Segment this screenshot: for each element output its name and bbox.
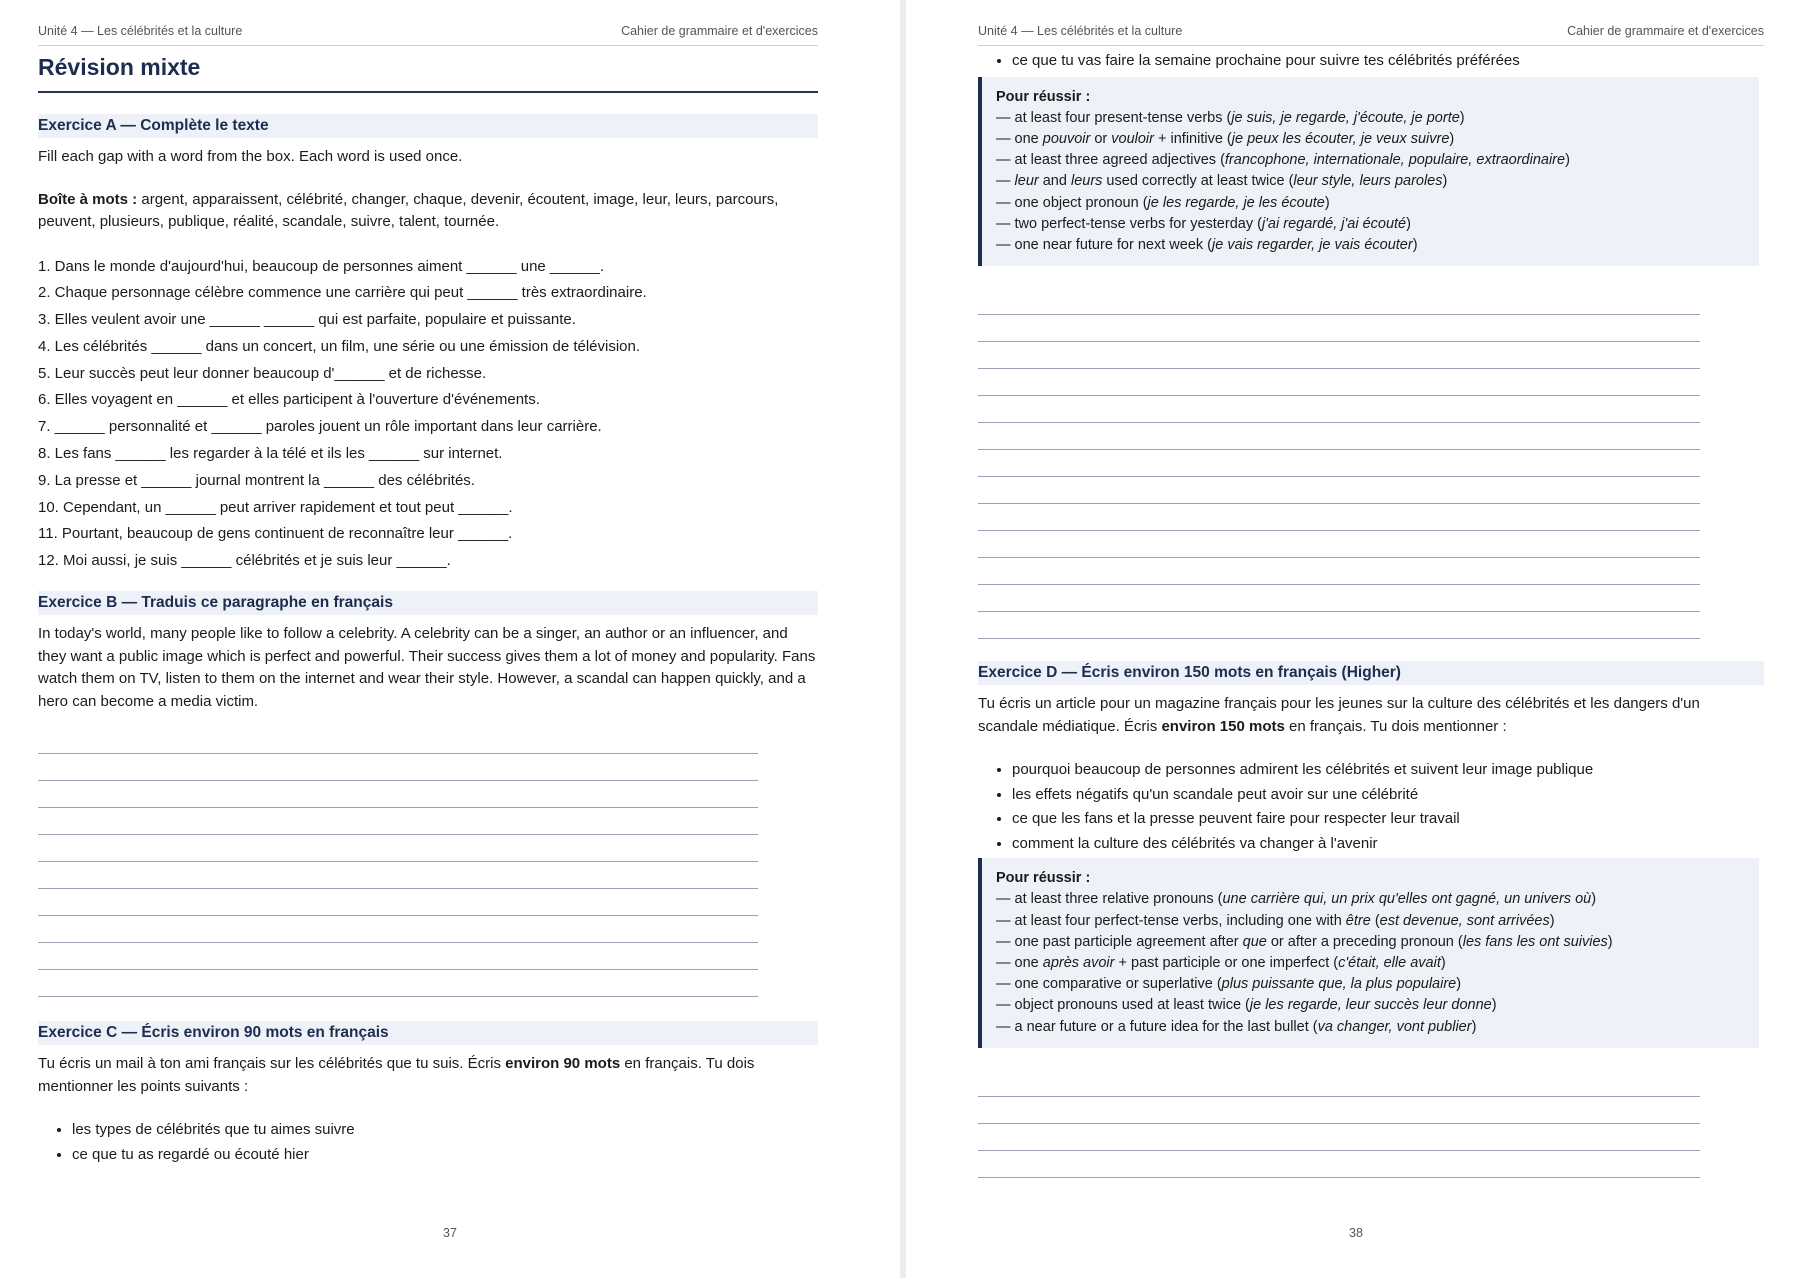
tip-line: — at least three relative pronouns (une carrière qui, un prix qu'elles ont gagné, un univers où) [996,891,1597,908]
exercise-d-bullets [978,758,1764,856]
tip-line: — leur and leurs used correctly at least twice (leur style, leurs paroles) [996,173,1448,190]
gap-item: 8. Les fans ______ les regarder à la télé et ils les ______ sur internet. [38,445,503,463]
exercise-c-intro: Tu écris un mail à ton ami français sur les célébrités que tu suis. Écris environ 90 mots en français. Tu dois mentionner les points suivants : [38,1055,755,1095]
gap-item: 11. Pourtant, beaucoup de gens continuent de reconnaître leur ______. [38,525,513,543]
gap-item: 5. Leur succès peut leur donner beaucoup d'______ et de richesse. [38,364,487,382]
bullet-item: • ce que tu as regardé ou écouté hier [72,1143,818,1168]
tip-line: — one near future for next week (je vais regarder, je vais écouter) [996,236,1418,253]
word-box-label: Boîte à mots : [38,190,138,208]
tip-line: — two perfect-tense verbs for yesterday (j'ai regardé, j'ai écouté) [996,215,1411,232]
tip-line: — one past participle agreement after que or after a preceding pronoun (les fans les ont suivies) [996,933,1613,950]
tip-line: — at least four perfect-tense verbs, including one with être (est devenue, sont arrivées) [996,912,1555,929]
page-number: 37 [443,1226,457,1240]
writing-lines-c[interactable] [978,288,1700,639]
tip-line: — object pronouns used at least twice (je les regarde, leur succès leur donne) [996,997,1497,1014]
writing-lines-d[interactable] [978,1070,1700,1178]
bullet-item: • ce que tu vas faire la semaine prochaine pour suivre tes célébrités préférées [1012,49,1764,74]
tips-box-c [978,77,1759,267]
book-title: Cahier de grammaire et d'exercices [1567,24,1764,38]
running-header [978,24,1764,46]
gap-item: 3. Elles veulent avoir une ______ ______ qui est parfaite, populaire et puissante. [38,311,576,329]
gap-item: 1. Dans le monde d'aujourd'hui, beaucoup de personnes aiment ______ une ______. [38,257,605,275]
exercise-a-heading: Exercice A — Complète le texte [38,114,818,138]
exercise-d-intro: Tu écris un article pour un magazine français pour les jeunes sur la culture des célébrités et les dangers d'un scandale médiatique. Écris environ 150 mots en français. Tu dois mentionner : [978,695,1700,735]
tip-line: — one après avoir + past participle or one imperfect (c'était, elle avait) [996,954,1446,971]
exercise-c-bullets [38,1118,818,1167]
gap-item: 6. Elles voyagent en ______ et elles participent à l'ouverture d'événements. [38,391,540,409]
word-box [38,189,818,234]
tip-line: — one object pronoun (je les regarde, je les écoute) [996,194,1330,211]
exercise-a-instruction: Fill each gap with a word from the box. Each word is used once. [38,148,463,165]
bullet-item: • les effets négatifs qu'un scandale peut avoir sur une célébrité [1012,783,1764,808]
book-title: Cahier de grammaire et d'exercices [621,24,818,38]
running-header [38,24,818,46]
unit-title: Unité 4 — Les célébrités et la culture [978,24,1183,38]
page-number: 38 [1349,1226,1363,1240]
tips-title: Pour réussir : [996,870,1091,887]
writing-lines-b[interactable] [38,727,758,997]
gap-item: 7. ______ personnalité et ______ paroles jouent un rôle important dans leur carrière. [38,418,602,436]
bullet-item: • ce que les fans et la presse peuvent faire pour respecter leur travail [1012,807,1764,832]
tip-line: — one pouvoir or vouloir + infinitive (je peux les écouter, je veux suivre) [996,130,1455,147]
tip-line: — a near future or a future idea for the last bullet (va changer, vont publier) [996,1018,1477,1035]
bullet-item: • les types de célébrités que tu aimes suivre [72,1118,818,1143]
gap-item: 2. Chaque personnage célèbre commence une carrière qui peut ______ très extraordinaire. [38,284,647,302]
gap-item: 12. Moi aussi, je suis ______ célébrités et je suis leur ______. [38,552,451,570]
gap-item: 10. Cependant, un ______ peut arriver rapidement et tout peut ______. [38,498,513,516]
exercise-a-items [38,254,818,576]
gap-item: 9. La presse et ______ journal montrent la ______ des célébrités. [38,471,475,489]
tip-line: — at least three agreed adjectives (francophone, internationale, populaire, extraordinaire) [996,152,1570,169]
tips-box-d [978,858,1759,1048]
page-title: Révision mixte [38,54,818,93]
word-box-words: argent, apparaissent, célébrité, changer, chaque, devenir, écoutent, image, leur, leurs, parcours, peuvent, plusieurs, publique, réalité, scandale, suivre, talent, tournée. [38,190,779,230]
tips-title: Pour réussir : [996,88,1091,105]
gap-item: 4. Les célébrités ______ dans un concert, un film, une série ou une émission de télévision. [38,337,641,355]
exercise-c-bullets-cont [978,49,1764,74]
bullet-item: • comment la culture des célébrités va changer à l'avenir [1012,832,1764,857]
page-38 [906,0,1806,1278]
exercise-c-heading: Exercice C — Écris environ 90 mots en français [38,1021,818,1045]
exercise-b-heading: Exercice B — Traduis ce paragraphe en français [38,591,818,615]
tip-line: — at least four present-tense verbs (je suis, je regarde, j'écoute, je porte) [996,109,1465,126]
tip-line: — one comparative or superlative (plus puissante que, la plus populaire) [996,976,1462,993]
exercise-b-text: In today's world, many people like to follow a celebrity. A celebrity can be a singer, an author or an influencer, and they want a public image which is perfect and powerful. Their success gives them a lot of money and popularity. Fans watch them on TV, listen to them on the internet and wear their style. However, a scandal can happen quickly, and a hero can become a media victim. [38,625,816,710]
unit-title: Unité 4 — Les célébrités et la culture [38,24,243,38]
bullet-item: • pourquoi beaucoup de personnes admirent les célébrités et suivent leur image publique [1012,758,1764,783]
page-37 [0,0,900,1278]
exercise-d-heading: Exercice D — Écris environ 150 mots en français (Higher) [978,661,1764,685]
